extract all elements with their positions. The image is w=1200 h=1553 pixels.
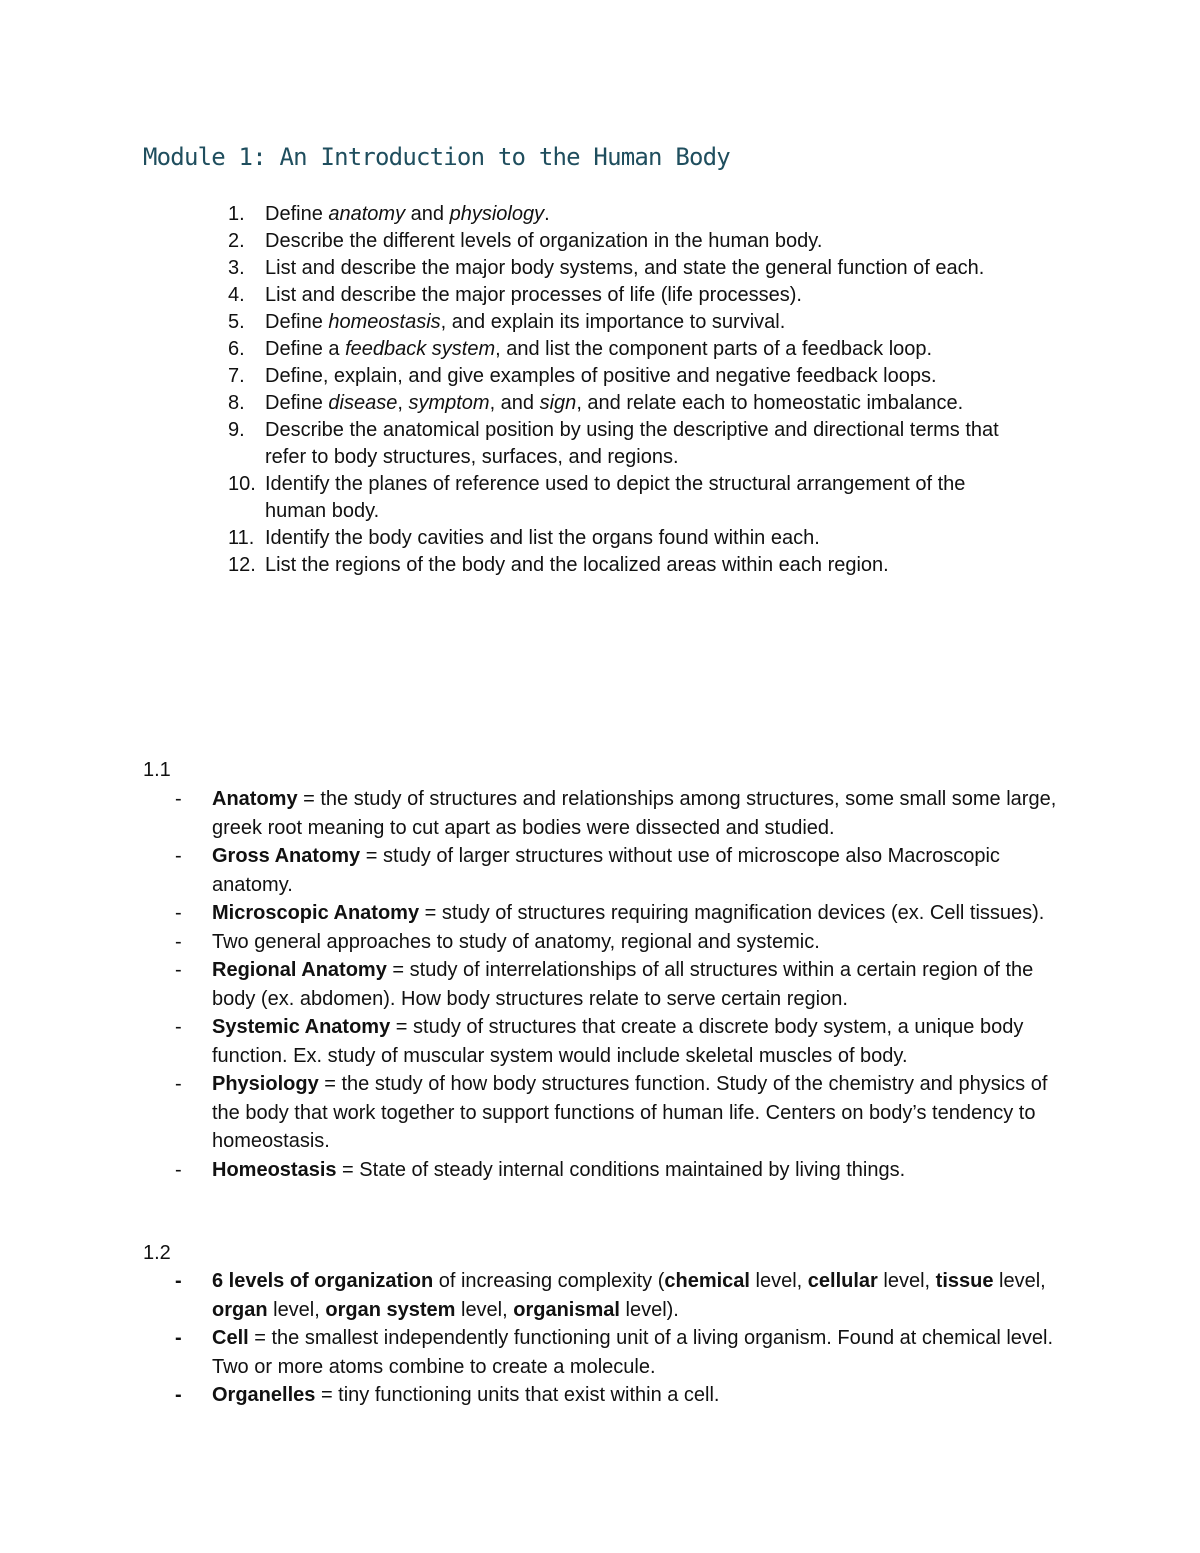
- text-run: Define: [265, 311, 329, 333]
- text-run: , and explain its importance to survival.: [440, 311, 786, 333]
- text-run: = the study of structures and relationships among structures, some small some large, greek root meaning to cut apart as bodies were dissected and studied.: [212, 788, 1057, 839]
- text-run: Identify the planes of reference used to depict the structural arrangement of the human body.: [265, 473, 966, 522]
- text-run: and: [405, 203, 450, 225]
- text-run: List the regions of the body and the localized areas within each region.: [265, 554, 889, 576]
- objective-item: [228, 390, 1028, 417]
- dash-bullet: -: [175, 1384, 182, 1406]
- text-run: = study of larger structures without use of microscope also Macroscopic anatomy.: [212, 845, 1000, 896]
- section-label-1-1: 1.1: [143, 759, 171, 781]
- objective-number: 6.: [228, 338, 245, 360]
- bold-term: Organelles: [212, 1384, 316, 1406]
- objective-number: 1.: [228, 203, 245, 225]
- objective-number: 2.: [228, 230, 245, 252]
- text-run: level,: [749, 1270, 808, 1292]
- text-run: level,: [877, 1270, 936, 1292]
- objective-number: 4.: [228, 284, 245, 306]
- dash-bullet: -: [175, 845, 182, 867]
- notes-list-1-2: [172, 1267, 1062, 1410]
- dash-bullet: -: [175, 930, 182, 953]
- bold-term: Cell: [212, 1327, 249, 1349]
- objective-number: 3.: [228, 257, 245, 279]
- bold-term: Gross Anatomy: [212, 845, 361, 867]
- bold-term: cellular: [807, 1270, 878, 1292]
- text-run: Two general approaches to study of anatomy, regional and systemic.: [212, 930, 820, 953]
- note-item: [172, 1267, 1062, 1324]
- objective-number: 9.: [228, 419, 245, 441]
- bold-term: Regional Anatomy: [212, 959, 387, 981]
- bold-term: Physiology: [212, 1073, 319, 1095]
- objective-item: [228, 309, 1028, 336]
- text-run: = the study of how body structures function. Study of the chemistry and physics of the body that work together to support functions of human life. Centers on body’s tendency to homeostasis.: [212, 1073, 1048, 1152]
- dash-bullet: -: [175, 788, 182, 810]
- page-title: Module 1: An Introduction to the Human Body: [143, 143, 730, 171]
- italic-term: disease: [328, 392, 398, 414]
- objective-item: [228, 201, 1028, 228]
- dash-bullet: -: [175, 1158, 182, 1181]
- objective-number: 10.: [228, 473, 256, 495]
- text-run: Define, explain, and give examples of positive and negative feedback loops.: [265, 365, 937, 387]
- bold-term: Systemic Anatomy: [212, 1016, 391, 1038]
- bold-term: 6 levels of organization: [212, 1270, 434, 1292]
- text-run: level,: [993, 1270, 1046, 1292]
- bold-term: chemical: [664, 1270, 750, 1292]
- text-run: = tiny functioning units that exist within a cell.: [315, 1384, 720, 1406]
- note-item: [172, 1156, 1062, 1185]
- text-run: Define: [265, 392, 329, 414]
- note-item: [172, 899, 1062, 928]
- italic-term: symptom: [408, 392, 490, 414]
- text-run: level,: [455, 1298, 514, 1321]
- note-item: [172, 956, 1062, 1013]
- text-run: .: [544, 203, 550, 225]
- objective-number: 7.: [228, 365, 245, 387]
- note-item: [172, 842, 1062, 899]
- text-run: of increasing complexity (: [433, 1270, 665, 1292]
- note-item: [172, 928, 1062, 957]
- text-run: = State of steady internal conditions maintained by living things.: [336, 1158, 906, 1181]
- italic-term: homeostasis: [328, 311, 441, 333]
- note-item: [172, 1013, 1062, 1070]
- notes-list-1-1: [172, 785, 1062, 1184]
- text-run: level,: [267, 1298, 326, 1321]
- objective-item: [228, 417, 1028, 471]
- objective-number: 12.: [228, 554, 256, 576]
- text-run: = study of interrelationships of all structures within a certain region of the body (ex. abdomen). How body structures relate to serve certain region.: [212, 959, 1034, 1010]
- text-run: , and relate each to homeostatic imbalance.: [576, 392, 964, 414]
- dash-bullet: -: [175, 1016, 182, 1038]
- italic-term: physiology: [449, 203, 545, 225]
- italic-term: anatomy: [328, 203, 406, 225]
- text-run: level).: [619, 1298, 679, 1321]
- text-run: List and describe the major processes of life (life processes).: [265, 284, 802, 306]
- text-run: Define: [265, 203, 329, 225]
- objective-number: 11.: [228, 527, 255, 549]
- bold-term: Microscopic Anatomy: [212, 902, 420, 924]
- dash-bullet: -: [175, 959, 182, 981]
- objective-item: [228, 336, 1028, 363]
- objective-item: [228, 255, 1028, 282]
- dash-bullet: -: [175, 1327, 182, 1349]
- text-run: = study of structures requiring magnification devices (ex. Cell tissues).: [419, 902, 1045, 924]
- text-run: = the smallest independently functioning unit of a living organism. Found at chemical level. Two or more atoms combine to create a molecule.: [212, 1327, 1054, 1378]
- note-item: [172, 1381, 1062, 1410]
- objective-number: 8.: [228, 392, 245, 414]
- text-run: List and describe the major body systems, and state the general function of each.: [265, 257, 985, 279]
- text-run: , and list the component parts of a feedback loop.: [495, 338, 933, 360]
- bold-term: Homeostasis: [212, 1158, 337, 1181]
- learning-objectives-list: [228, 201, 1028, 579]
- section-label-1-2: 1.2: [143, 1242, 171, 1264]
- bold-term: organismal: [513, 1298, 620, 1321]
- dash-bullet: -: [175, 1073, 182, 1095]
- bold-term: Anatomy: [212, 788, 298, 810]
- note-item: [172, 1324, 1062, 1381]
- text-run: Identify the body cavities and list the organs found within each.: [265, 527, 820, 549]
- objective-item: [228, 525, 1028, 552]
- dash-bullet: -: [175, 902, 182, 924]
- note-item: [172, 785, 1062, 842]
- dash-bullet: -: [175, 1270, 182, 1292]
- text-run: , and: [489, 392, 540, 414]
- objective-item: [228, 228, 1028, 255]
- italic-term: feedback system: [345, 338, 496, 360]
- italic-term: sign: [539, 392, 577, 414]
- objective-item: [228, 471, 1028, 525]
- text-run: = study of structures that create a discrete body system, a unique body function. Ex. study of muscular system would include skeletal muscles of body.: [212, 1016, 1024, 1067]
- bold-term: organ: [212, 1298, 268, 1321]
- bold-term: tissue: [935, 1270, 994, 1292]
- text-run: Describe the anatomical position by using the descriptive and directional terms that refer to body structures, surfaces, and regions.: [265, 419, 999, 468]
- objective-item: [228, 363, 1028, 390]
- objective-item: [228, 552, 1028, 579]
- text-run: Describe the different levels of organization in the human body.: [265, 230, 823, 252]
- note-item: [172, 1070, 1062, 1156]
- objective-number: 5.: [228, 311, 245, 333]
- text-run: ,: [397, 392, 409, 414]
- text-run: Define a: [265, 338, 346, 360]
- bold-term: organ system: [325, 1298, 456, 1321]
- objective-item: [228, 282, 1028, 309]
